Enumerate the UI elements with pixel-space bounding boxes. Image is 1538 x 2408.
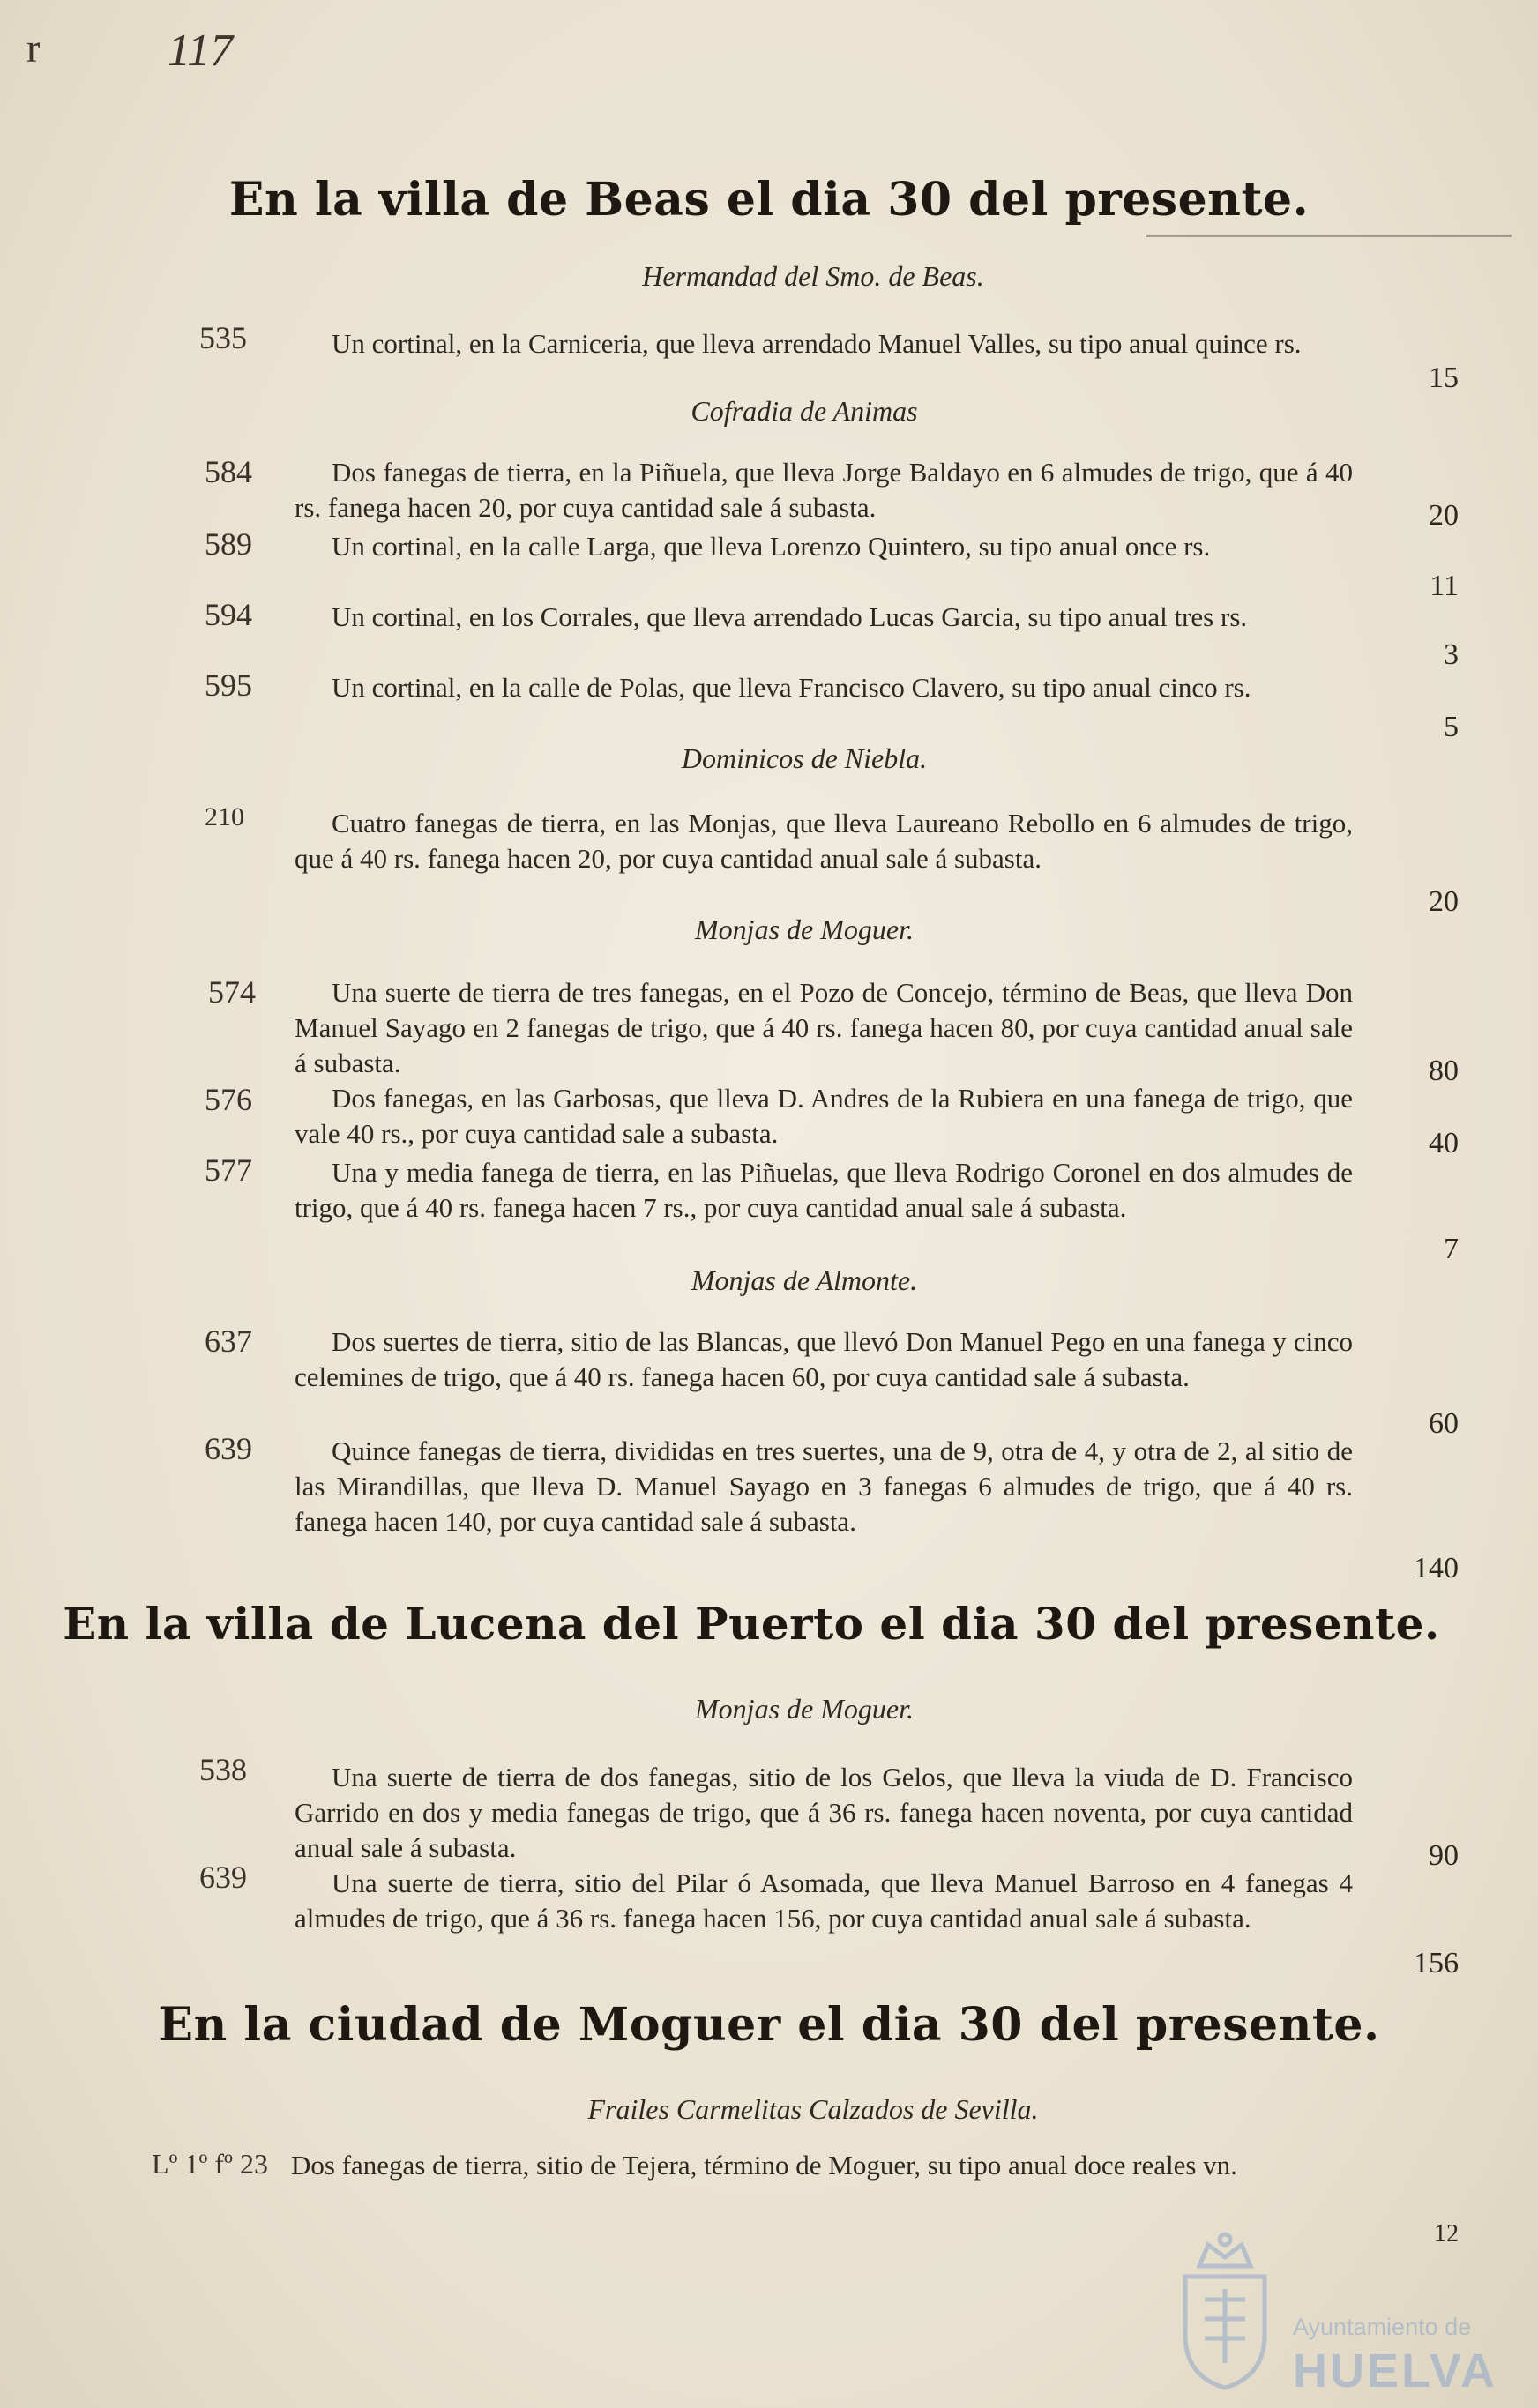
group-heading: Dominicos de Niebla. — [681, 742, 928, 774]
entry-text: Cuatro fanegas de tierra, en las Monjas, que lleva Laureano Rebollo en 6 almudes de trigo, que á 40 rs. fanega hacen 20, por cuya cantidad anual sale á subasta. — [295, 808, 1353, 874]
entry-number: 577 — [205, 1152, 252, 1188]
entry-number: 639 — [205, 1431, 252, 1466]
entry-number: Lº 1º fº 23 — [152, 2148, 268, 2180]
entry-text: Una suerte de tierra de tres fanegas, en el Pozo de Concejo, término de Beas, que lleva Don Manuel Sayago en 2 fanegas de trigo, que á 40 rs. fanega hacen 80, por cuya cantidad anual sale á subasta. — [295, 977, 1353, 1078]
entry-amount: 20 — [1429, 885, 1459, 918]
entry-number: 574 — [208, 974, 256, 1010]
entry-text: Dos fanegas, en las Garbosas, que lleva D. Andres de la Rubiera en una fanega de trigo, que vale 40 rs., por cuya cantidad sale a subasta. — [295, 1083, 1353, 1149]
entry-amount: 5 — [1444, 711, 1459, 743]
heading-rule — [1146, 235, 1512, 237]
entry-amount: 3 — [1444, 638, 1459, 671]
entry-text: Un cortinal, en los Corrales, que lleva arrendado Lucas Garcia, su tipo anual tres rs. — [332, 601, 1248, 632]
entry-amount: 140 — [1414, 1552, 1459, 1584]
watermark-line1: Ayuntamiento de — [1293, 2314, 1472, 2340]
entry-number: 589 — [205, 526, 252, 562]
entry-amount: 90 — [1429, 1839, 1459, 1872]
entry-text: Un cortinal, en la Carniceria, que lleva arrendado Manuel Valles, su tipo anual quince rs. — [332, 328, 1302, 359]
entry-amount: 80 — [1429, 1055, 1459, 1087]
entry-number: 584 — [205, 454, 252, 489]
group-heading: Monjas de Moguer. — [695, 913, 914, 945]
folio-number: 117 — [168, 26, 234, 76]
entry-text: Una suerte de tierra de dos fanegas, sitio de los Gelos, que lleva la viuda de D. Francisco Garrido en dos y media fanegas de trigo, que á 36 rs. fanega hacen noventa, por cuya cantidad anual sale á subasta. — [295, 1762, 1353, 1863]
entry-number: 595 — [205, 667, 252, 703]
group-heading: Monjas de Almonte. — [691, 1264, 918, 1296]
entry-number: 535 — [199, 320, 247, 355]
entry-text: Dos fanegas de tierra, sitio de Tejera, término de Moguer, su tipo anual doce reales vn. — [291, 2150, 1237, 2181]
entry-text: Una suerte de tierra, sitio del Pilar ó Asomada, que lleva Manuel Barroso en 4 fanegas 4 almudes de trigo, que á 36 rs. fanega hacen 156, por cuya cantidad anual sale á subasta. — [295, 1868, 1353, 1934]
entry-amount: 11 — [1430, 570, 1459, 602]
entry-amount: 20 — [1429, 499, 1459, 532]
entry-text: Quince fanegas de tierra, divididas en tres suertes, una de 9, otra de 4, y otra de 2, al sitio de las Mirandillas, que lleva D. Manuel Sayago en 3 fanegas 6 almudes de trigo, que á 40 rs. fanega hacen 140, por cuya cantidad sale á subasta. — [295, 1435, 1353, 1537]
entry-number: 210 — [205, 802, 244, 831]
entry-amount: 7 — [1444, 1233, 1459, 1265]
watermark-line2: HUELVA — [1293, 2345, 1497, 2397]
entry-number: 637 — [205, 1323, 252, 1359]
corner-mark: r — [26, 26, 41, 71]
section-heading-beas: En la villa de Beas el dia 30 del presente. — [228, 173, 1310, 227]
entry-amount: 40 — [1429, 1127, 1459, 1159]
section-heading-lucena: En la villa de Lucena del Puerto el dia 30 del presente. — [63, 1598, 1440, 1650]
entry-text: Dos fanegas de tierra, en la Piñuela, que lleva Jorge Baldayo en 6 almudes de trigo, que á 40 rs. fanega hacen 20, por cuya cantidad sale á subasta. — [295, 457, 1353, 523]
section-heading-moguer: En la ciudad de Moguer el dia 30 del presente. — [158, 1998, 1380, 2052]
entry-text: Una y media fanega de tierra, en las Piñuelas, que lleva Rodrigo Coronel en dos almudes de trigo, que á 40 rs. fanega hacen 7 rs., por cuya cantidad anual sale á subasta. — [295, 1157, 1353, 1223]
entry-number: 639 — [199, 1860, 247, 1895]
entry-text: Un cortinal, en la calle de Polas, que lleva Francisco Clavero, su tipo anual cinco rs. — [332, 672, 1251, 703]
entry-number: 594 — [205, 597, 252, 632]
entry-amount: 156 — [1414, 1947, 1459, 1979]
entry-amount: 15 — [1429, 362, 1459, 394]
group-heading: Cofradia de Animas — [691, 395, 918, 427]
entry-amount: 12 — [1434, 2220, 1459, 2248]
group-heading: Hermandad del Smo. de Beas. — [642, 260, 984, 292]
entry-text: Dos suertes de tierra, sitio de las Blancas, que llevó Don Manuel Pego en una fanega y cinco celemines de trigo, que á 40 rs. fanega hacen 60, por cuya cantidad sale á subasta. — [295, 1326, 1353, 1392]
entry-number: 576 — [205, 1082, 252, 1117]
entry-text: Un cortinal, en la calle Larga, que lleva Lorenzo Quintero, su tipo anual once rs. — [332, 531, 1211, 562]
group-heading: Frailes Carmelitas Calzados de Sevilla. — [587, 2093, 1039, 2125]
archive-watermark — [1164, 2231, 1497, 2398]
group-heading: Monjas de Moguer. — [695, 1693, 914, 1725]
entry-number: 538 — [199, 1752, 247, 1787]
crest-icon — [1173, 2231, 1277, 2394]
entry-amount: 60 — [1429, 1407, 1459, 1440]
